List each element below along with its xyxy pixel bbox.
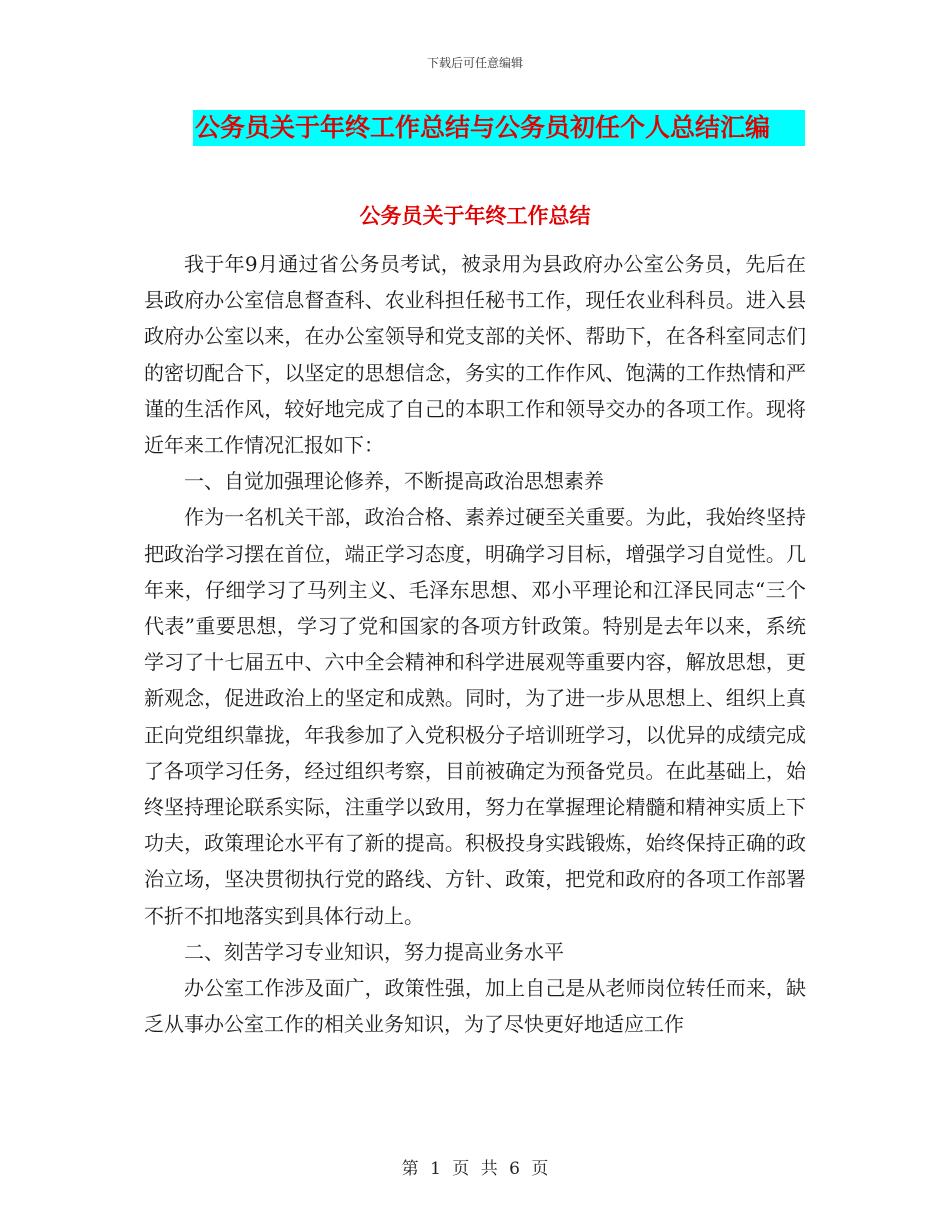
page-header-note: 下载后可任意编辑 bbox=[426, 56, 523, 70]
section-heading-2: 二、刻苦学习专业知识，努力提高业务水平 bbox=[184, 939, 564, 964]
main-title-container bbox=[193, 110, 805, 146]
body-paragraph-2: 办公室工作涉及面广，政策性强，加上自己是从老师岗位转任而来，缺乏从事办公室工作的相关业务知识，为了尽快更好地适应工作 bbox=[144, 976, 806, 1037]
section-title: 公务员关于年终工作总结 bbox=[359, 203, 591, 228]
main-title: 公务员关于年终工作总结与公务员初任个人总结汇编 bbox=[193, 110, 805, 146]
page-number: 第 1 页 共 6 页 bbox=[401, 1159, 549, 1179]
body-paragraph-1: 作为一名机关干部，政治合格、素养过硬至关重要。为此，我始终坚持把政治学习摆在首位，端正学习态度，明确学习目标，增强学习自觉性。几年来，仔细学习了马列主义、毛泽东思想、邓小平理论和江泽民同志“三个代表”重要思想，学习了党和国家的各项方针政策。特别是去年以来，系统学习了十七届五中、六中全会精神和科学进展观等重要内容，解放思想，更新观念，促进政治上的坚定和成熟。同时，为了进一步从思想上、组织上真正向党组织靠拢，年我参加了入党积极分子培训班学习，以优异的成绩完成了各项学习任务，经过组织考察，目前被确定为预备党员。在此基础上，始终坚持理论联系实际，注重学以致用，努力在掌握理论精髓和精神实质上下功夫，政策理论水平有了新的提高。积极投身实践锻炼，始终保持正确的政治立场，坚决贯彻执行党的路线、方针、政策，把党和政府的各项工作部署不折不扣地落实到具体行动上。 bbox=[144, 505, 806, 928]
intro-paragraph: 我于年9月通过省公务员考试，被录用为县政府办公室公务员，先后在县政府办公室信息督查科、农业科担任秘书工作，现任农业科科员。进入县政府办公室以来，在办公室领导和党支部的关怀、帮助下，在各科室同志们的密切配合下，以坚定的思想信念，务实的工作作风、饱满的工作热情和严谨的生活作风，较好地完成了自己的本职工作和领导交办的各项工作。现将近年来工作情况汇报如下： bbox=[144, 252, 806, 458]
document-body bbox=[144, 246, 806, 1042]
section-heading-1: 一、自觉加强理论修养，不断提高政治思想素养 bbox=[184, 469, 604, 494]
